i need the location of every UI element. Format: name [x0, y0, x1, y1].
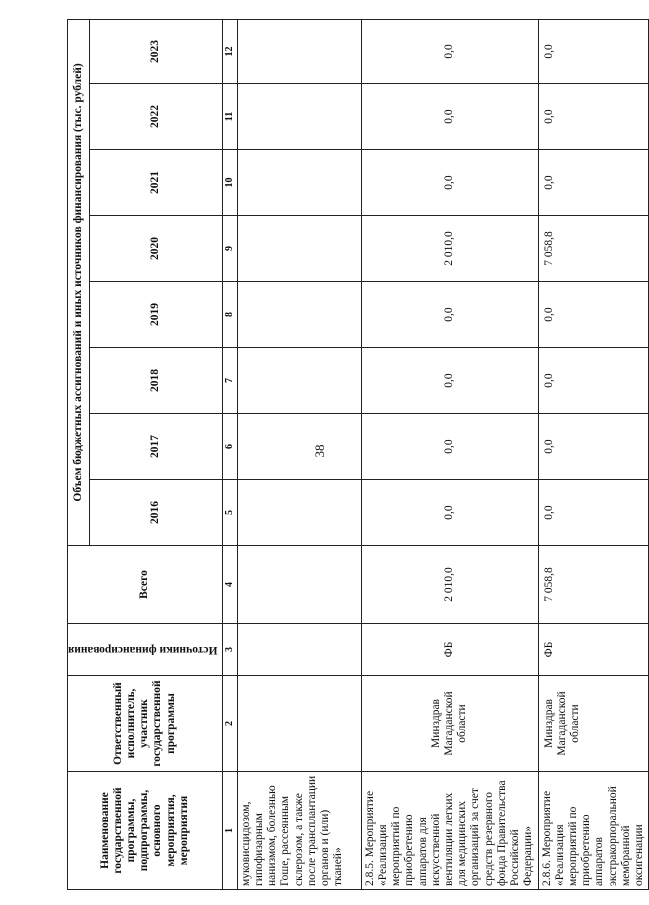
header-year: 2017: [89, 414, 222, 480]
row-value: 0,0: [361, 282, 538, 348]
column-number: 11: [222, 84, 237, 150]
column-number: 12: [222, 19, 237, 83]
header-year: 2021: [89, 150, 222, 216]
row-value: [237, 282, 361, 348]
header-year: 2019: [89, 282, 222, 348]
row-value: 0,0: [538, 414, 649, 480]
row-executor: [237, 676, 361, 772]
column-number: 7: [222, 348, 237, 414]
header-year: 2016: [89, 480, 222, 546]
column-number: 8: [222, 282, 237, 348]
header-year: 2020: [89, 216, 222, 282]
header-volume: Объем бюджетных ассигнований и иных источников финансирования (тыс. рублей): [68, 19, 90, 545]
row-value: 0,0: [538, 150, 649, 216]
row-value: 0,0: [361, 150, 538, 216]
row-executor: Минздрав Магаданской области: [361, 676, 538, 772]
header-total: Всего: [68, 546, 223, 624]
financing-table: [67, 19, 649, 890]
column-number: 5: [222, 480, 237, 546]
row-source: [237, 624, 361, 676]
column-number: 6: [222, 414, 237, 480]
row-name: 2.8.5. Мероприятие «Реализация мероприятий по приобретению аппаратов для искусственной вентиляции легких для медицинских организаций за счет средств резервного фонда Правительства Российской Федерации»: [361, 772, 538, 890]
row-value: 0,0: [538, 84, 649, 150]
row-name: муковисцидозом, гипофизарным нанизмом, болезнью Гоше, рассеянным склерозом, а также после трансплантации органов и (или) тканей»: [237, 772, 361, 890]
row-executor: Минздрав Магаданской области: [538, 676, 649, 772]
table-row: [237, 19, 361, 889]
row-total: [237, 546, 361, 624]
row-value: 0,0: [361, 414, 538, 480]
column-number: 4: [222, 546, 237, 624]
row-value: 0,0: [361, 480, 538, 546]
row-value: [237, 216, 361, 282]
header-name: Наименование государственной программы, подпрограммы, основного мероприятия, мероприятия: [68, 772, 223, 890]
row-value: 0,0: [361, 19, 538, 83]
row-value: 0,0: [538, 282, 649, 348]
row-value: 0,0: [361, 348, 538, 414]
row-total: 7 058,8: [538, 546, 649, 624]
row-value: [237, 150, 361, 216]
row-value: [237, 348, 361, 414]
column-number: 3: [222, 624, 237, 676]
row-source: ФБ: [361, 624, 538, 676]
row-value: 0,0: [538, 348, 649, 414]
header-year: 2022: [89, 84, 222, 150]
row-value: [237, 19, 361, 83]
row-value: 0,0: [538, 480, 649, 546]
row-value: 2 010,0: [361, 216, 538, 282]
row-value: 7 058,8: [538, 216, 649, 282]
column-number: 10: [222, 150, 237, 216]
column-number: 9: [222, 216, 237, 282]
row-source: ФБ: [538, 624, 649, 676]
header-year: 2023: [89, 19, 222, 83]
row-value: [237, 414, 361, 480]
header-year: 2018: [89, 348, 222, 414]
row-value: 0,0: [361, 84, 538, 150]
financing-table-rotated: [67, 20, 646, 890]
header-executor: Ответственный исполнитель, участник государственной программы: [68, 676, 223, 772]
page-number: 38: [312, 444, 327, 458]
table-row: [361, 19, 538, 889]
row-total: 2 010,0: [361, 546, 538, 624]
row-value: [237, 480, 361, 546]
row-name: 2.8.6. Мероприятие «Реализация мероприятий по приобретению аппаратов экстракорпоральной мембранной оксигенации: [538, 772, 649, 890]
column-number: 2: [222, 676, 237, 772]
header-source: Источники финансирования: [68, 624, 223, 676]
table-row: [538, 19, 649, 889]
row-value: [237, 84, 361, 150]
row-value: 0,0: [538, 19, 649, 83]
column-number: 1: [222, 772, 237, 890]
